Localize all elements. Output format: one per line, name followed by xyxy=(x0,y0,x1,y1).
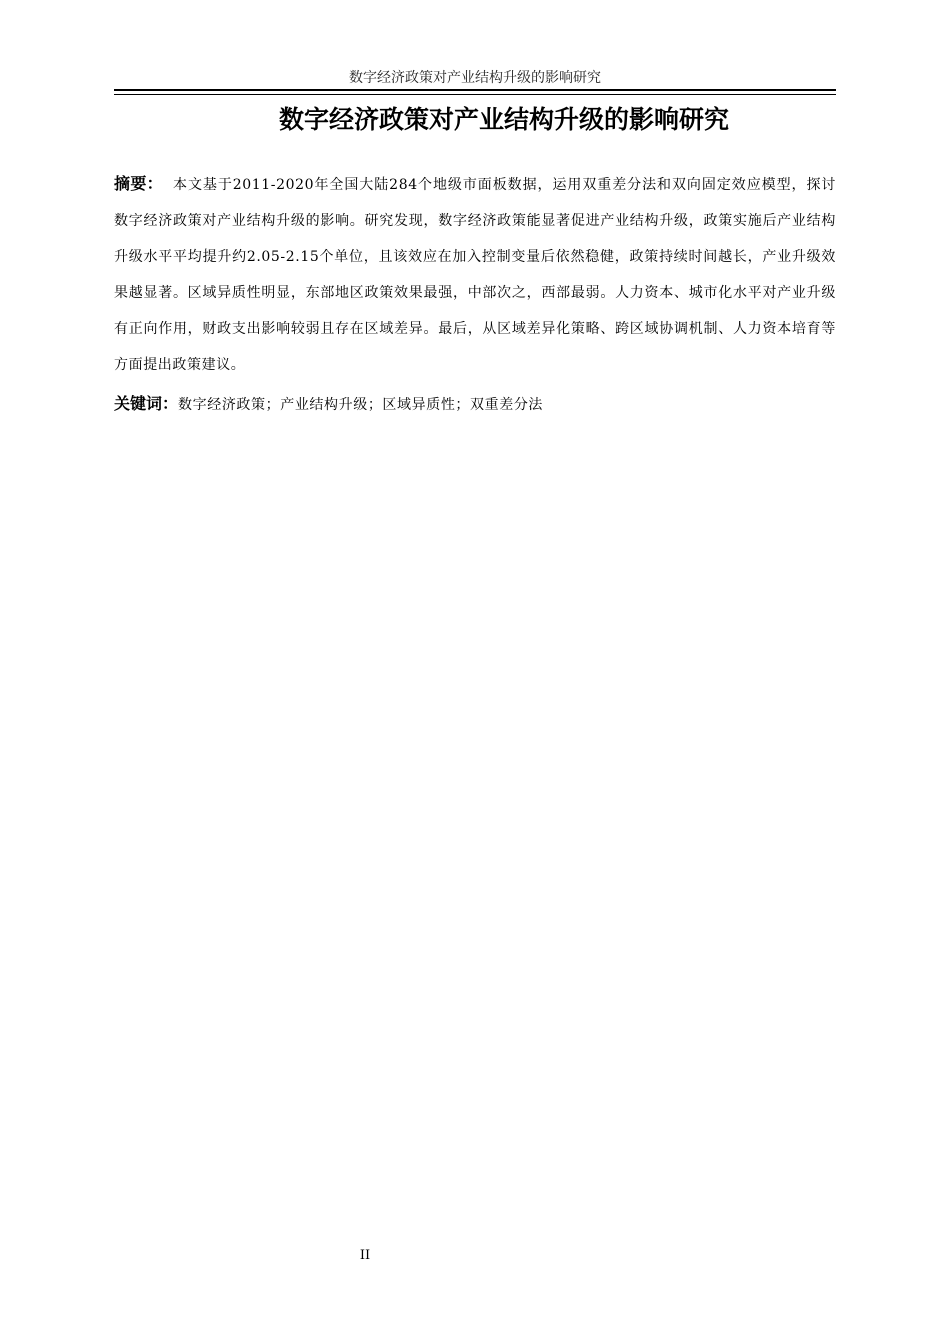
keywords-paragraph xyxy=(114,390,836,419)
keywords-text: 数字经济政策；产业结构升级；区域异质性；双重差分法 xyxy=(178,397,544,413)
running-header: 数字经济政策对产业结构升级的影响研究 xyxy=(349,70,601,86)
document-title: 数字经济政策对产业结构升级的影响研究 xyxy=(278,105,729,134)
header-rule-thin xyxy=(114,94,836,95)
page-number: II xyxy=(359,1248,371,1263)
abstract-paragraph xyxy=(114,166,836,383)
header-rule-thick xyxy=(114,89,836,91)
keywords-label: 关键词： xyxy=(114,394,179,413)
abstract-label: 摘要： xyxy=(114,174,164,193)
abstract-text: 本文基于2011-2020年全国大陆284个地级市面板数据，运用双重差分法和双向固定效应模型，探讨数字经济政策对产业结构升级的影响。研究发现，数字经济政策能显著促进产业结构升级，政策实施后产业结构升级水平平均提升约2.05-2.15个单位，且该效应在加入控制变量后依然稳健，政策持续时间越长，产业升级效果越显著。区域异质性明显，东部地区政策效果最强，中部次之，西部最弱。人力资本、城市化水平对产业升级有正向作用，财政支出影响较弱且存在区域差异。最后，从区域差异化策略、跨区域协调机制、人力资本培育等方面提出政策建议。 xyxy=(114,177,836,373)
